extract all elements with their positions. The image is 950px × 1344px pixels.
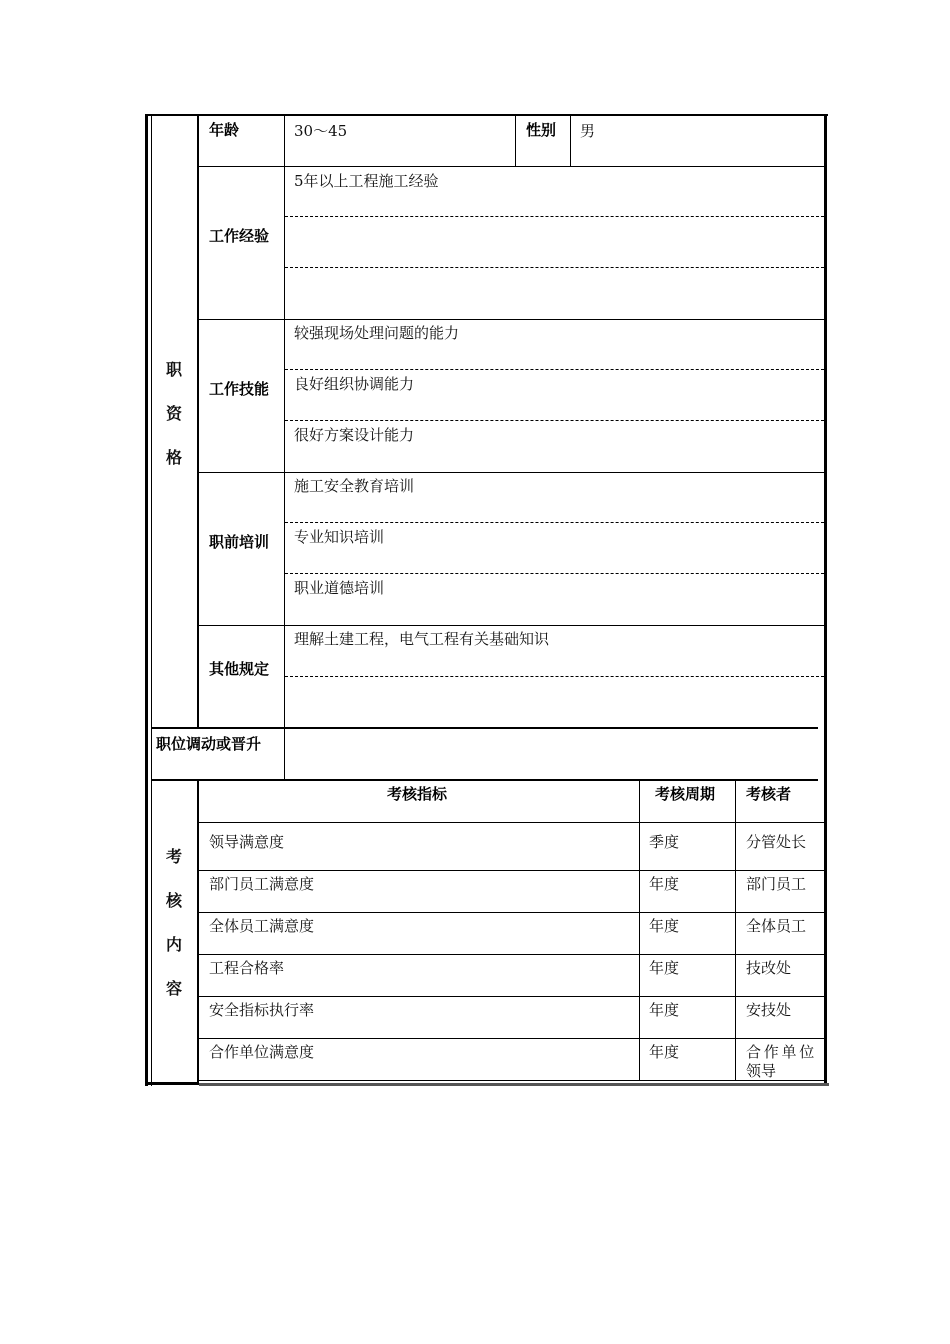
table-row-4-period: 年度 — [649, 959, 680, 977]
table-row-2-assessor: 部门员工 — [746, 875, 807, 893]
table-row-2-indicator: 部门员工满意度 — [209, 875, 315, 893]
table-row-1-indicator: 领导满意度 — [209, 833, 285, 851]
skills-line-2: 良好组织协调能力 — [294, 375, 415, 393]
training-line-3: 职业道德培训 — [294, 579, 385, 597]
gender-value: 男 — [580, 122, 596, 140]
table-row-6-period: 年度 — [649, 1043, 680, 1061]
assess-row-sep-3 — [199, 954, 824, 955]
dash-training-1 — [285, 522, 824, 523]
table-row-3-period: 年度 — [649, 917, 680, 935]
row-sep-skills — [199, 472, 824, 473]
row-sep-other — [152, 727, 818, 729]
row-sep-age — [199, 166, 824, 167]
section-label-assessment: 考 核 内 容 — [165, 847, 182, 998]
gender-label-divider — [570, 114, 571, 167]
experience-label: 工作经验 — [209, 227, 270, 245]
outer-border-bottom-right — [199, 1083, 829, 1086]
assess-header-indicator: 考核指标 — [387, 785, 448, 803]
table-row-4-indicator: 工程合格率 — [209, 959, 285, 977]
section-divider — [197, 114, 199, 728]
other-line-1: 理解土建工程，电气工程有关基础知识 — [294, 630, 550, 648]
table-row-4-assessor: 技改处 — [746, 959, 792, 977]
age-value-divider — [515, 114, 516, 167]
gender-label: 性别 — [526, 121, 557, 139]
skills-line-3: 很好方案设计能力 — [294, 426, 415, 444]
other-label: 其他规定 — [209, 660, 270, 678]
assess-col-divider-1 — [639, 780, 640, 1081]
age-label: 年龄 — [209, 121, 240, 139]
assess-row-sep-4 — [199, 996, 824, 997]
age-value: 30～45 — [294, 122, 348, 140]
dash-other-1 — [285, 676, 824, 677]
outer-border-left — [145, 114, 148, 1086]
dash-skills-1 — [285, 369, 824, 370]
skills-label: 工作技能 — [209, 380, 270, 398]
row-sep-transfer — [152, 779, 818, 781]
assess-row-sep-5 — [199, 1038, 824, 1039]
table-row-6-assessor-line1: 合 作 单 位 — [746, 1043, 814, 1061]
skills-line-1: 较强现场处理问题的能力 — [294, 324, 460, 342]
assess-header-assessor: 考核者 — [746, 785, 792, 803]
outer-border-top — [147, 114, 828, 116]
row-sep-training — [199, 625, 824, 626]
table-row-1-period: 季度 — [649, 833, 680, 851]
assess-header-period: 考核周期 — [655, 785, 716, 803]
assess-row-sep-bottom — [199, 1080, 824, 1081]
assess-row-sep-2 — [199, 912, 824, 913]
dash-experience-2 — [285, 267, 824, 268]
table-row-5-period: 年度 — [649, 1001, 680, 1019]
training-line-2: 专业知识培训 — [294, 528, 385, 546]
dash-training-2 — [285, 573, 824, 574]
transfer-label: 职位调动或晋升 — [156, 735, 262, 753]
training-label: 职前培训 — [209, 533, 270, 551]
dash-skills-2 — [285, 420, 824, 421]
table-row-3-assessor: 全体员工 — [746, 917, 807, 935]
table-row-2-period: 年度 — [649, 875, 680, 893]
table-row-6-indicator: 合作单位满意度 — [209, 1043, 315, 1061]
table-row-6-assessor-line2: 领导 — [746, 1062, 777, 1080]
section-label-qualification: 职 资 格 — [165, 360, 182, 467]
outer-border-right — [824, 114, 827, 1086]
inner-border-left — [151, 114, 152, 1086]
section-divider-lower — [197, 780, 199, 1085]
assess-col-divider-2 — [735, 780, 736, 1081]
experience-line-1: 5年以上工程施工经验 — [294, 172, 439, 190]
table-row-1-assessor: 分管处长 — [746, 833, 807, 851]
assess-row-sep-1 — [199, 870, 824, 871]
table-row-5-indicator: 安全指标执行率 — [209, 1001, 315, 1019]
dash-experience-1 — [285, 216, 824, 217]
outer-border-bottom — [147, 1082, 197, 1085]
row-sep-experience — [199, 319, 824, 320]
table-row-5-assessor: 安技处 — [746, 1001, 792, 1019]
label-divider — [284, 114, 285, 780]
table-row-3-indicator: 全体员工满意度 — [209, 917, 315, 935]
assess-row-sep-header — [199, 822, 824, 823]
training-line-1: 施工安全教育培训 — [294, 477, 415, 495]
